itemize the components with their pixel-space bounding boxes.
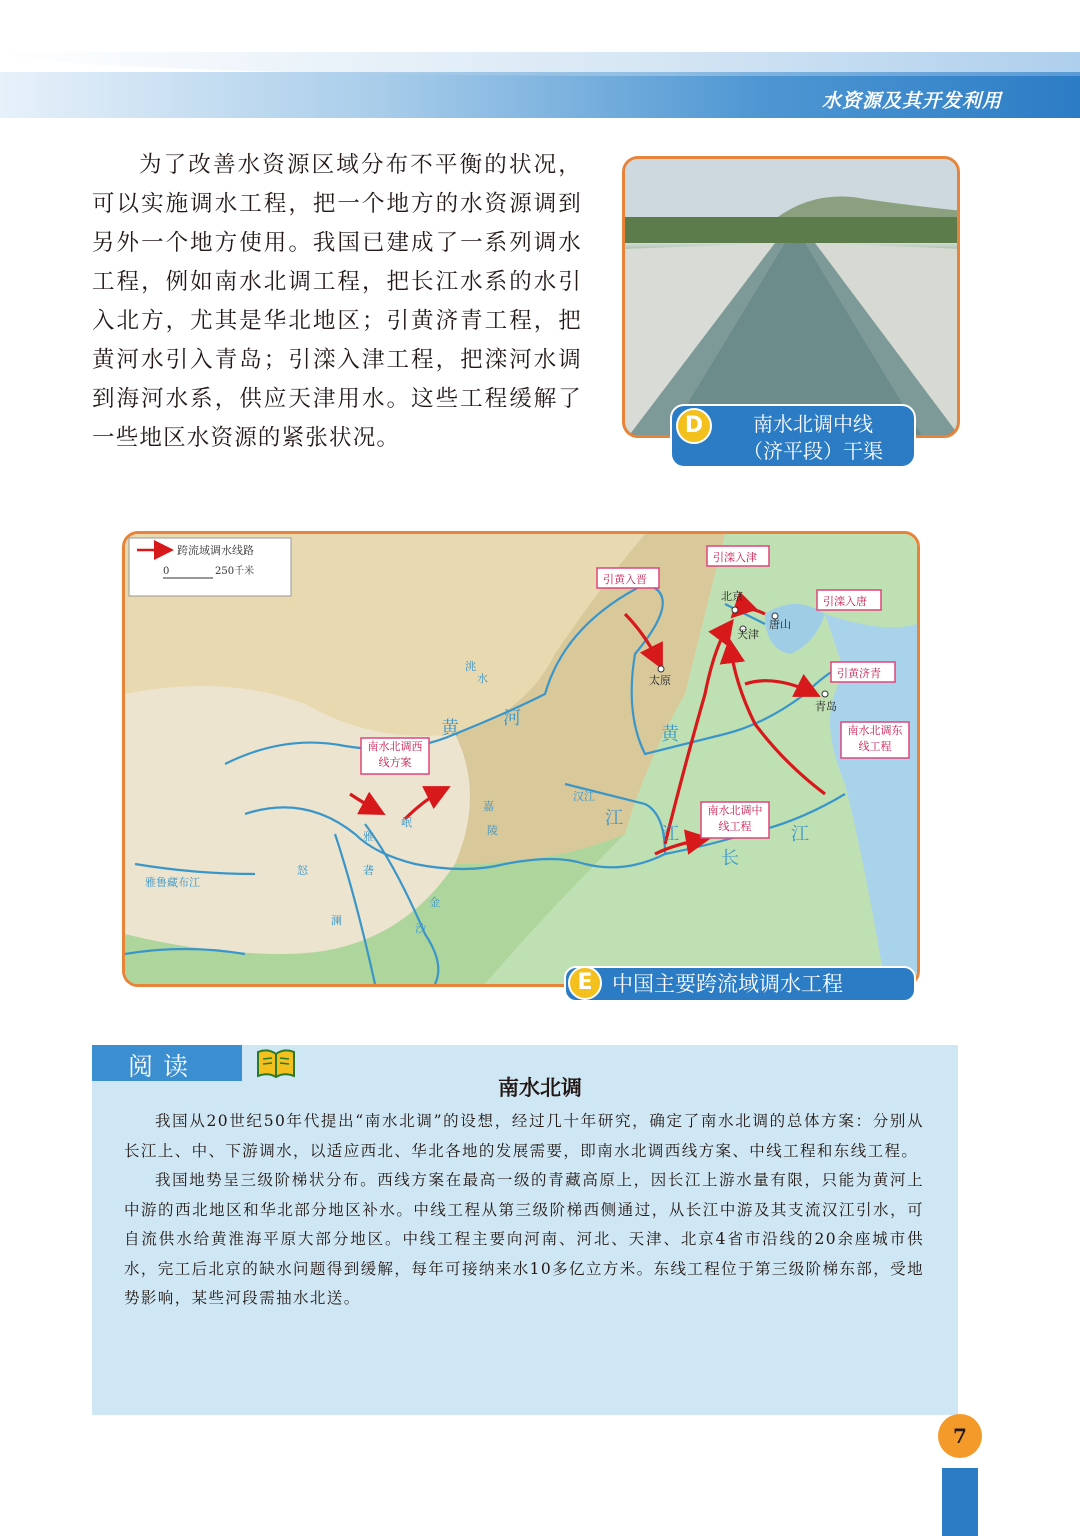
river-huang-1: 黄 (441, 718, 459, 739)
city-tangshan: 唐山 (769, 618, 791, 631)
river-min: 岷 (401, 816, 412, 829)
callout-yinhuang-jiqing: 引黄济青 (837, 667, 881, 680)
reading-tab-label: 阅读 (128, 1052, 199, 1081)
river-lan: 澜 (331, 914, 342, 927)
river-yalong: 雅 (363, 830, 374, 843)
city-qingdao: 青岛 (815, 700, 837, 713)
river-shui: 水 (477, 672, 488, 685)
chapter-title: 水资源及其开发利用 (821, 90, 1002, 112)
river-jia: 嘉 (483, 800, 494, 813)
figure-e-caption (564, 966, 916, 1002)
figure-e-caption-text: 中国主要跨流域调水工程 (612, 972, 843, 996)
figure-e-badge: E (568, 966, 602, 1000)
river-jinsha-sha: 沙 (415, 922, 426, 935)
body-paragraph-text: 为了改善水资源区域分布不平衡的状况，可以实施调水工程，把一个地方的水资源调到另外一个地方使用。我国已建成了一系列调水工程，例如南水北调工程，把长江水系的水引入北方，尤其是华北地区；引黄济青工程，把黄河水引入青岛；引滦入津工程，把滦河水调到海河水系，供应天津用水。这些工程缓解了一些地区水资源的紧张状况。 (92, 152, 582, 451)
city-tianjin: 天津 (737, 628, 759, 641)
river-jiang-2: 江 (661, 824, 679, 845)
callout-yinluan-rujin: 引滦入津 (713, 551, 757, 564)
river-he-1: 河 (503, 708, 521, 729)
figure-d-caption-line1: 南水北调中线 (753, 412, 873, 436)
callout-central-line: 南水北调中线工程 (707, 804, 763, 833)
river-hanjiang: 汉江 (573, 790, 595, 803)
figure-d-badge: D (676, 408, 712, 444)
river-chang: 长 (721, 848, 739, 869)
reading-text (124, 1107, 924, 1314)
figure-d-caption (670, 404, 916, 468)
water-transfer-map (122, 531, 920, 987)
river-yalong-long: 砻 (363, 864, 374, 877)
river-nu: 怒 (297, 864, 308, 877)
page-number-bar (942, 1468, 978, 1536)
reading-title: 南水北调 (498, 1076, 582, 1100)
city-beijing: 北京 (721, 590, 743, 603)
city-taiyuan: 太原 (649, 674, 671, 687)
figure-d-caption-line2: （济平段）干渠 (743, 439, 883, 463)
scale-zero: 0 (163, 566, 170, 577)
river-jinsha-jin: 金 (429, 896, 440, 909)
callout-west-plan: 南水北调西线方案 (367, 740, 423, 769)
river-jiang-3: 江 (791, 824, 809, 845)
reading-paragraph: 我国地势呈三级阶梯状分布。西线方案在最高一级的青藏高原上，因长江上游水量有限，只能为黄河上中游的西北地区和华北部分地区补水。中线工程从第三级阶梯西侧通过，从长江中游及其支流汉江引水，可自流供水给黄淮海平原大部分地区。中线工程主要向河南、河北、天津、北京4省市沿线的20余座城市供水，完工后北京的缺水问题得到缓解，每年可接纳来水10多亿立方米。东线工程位于第三级阶梯东部，受地势影响，某些河段需抽水北送。 (124, 1171, 924, 1307)
river-huang-2: 黄 (661, 724, 679, 745)
river-yalu: 雅鲁藏布江 (145, 876, 200, 889)
reading-paragraph: 我国从20世纪50年代提出“南水北调”的设想，经过几十年研究，确定了南水北调的总体方案：分别从长江上、中、下游调水，以适应西北、华北各地的发展需要，即南水北调西线方案、中线工程和东线工程。 (124, 1112, 924, 1160)
map-svg (125, 534, 917, 984)
callout-yinluan-rutang: 引滦入唐 (823, 595, 867, 608)
body-paragraph (92, 146, 582, 458)
river-tao: 洮 (465, 660, 476, 673)
page-number: 7 (938, 1414, 982, 1458)
scale-value: 250千米 (215, 566, 255, 577)
canal-photo (622, 156, 960, 438)
river-ling: 陵 (487, 824, 498, 837)
river-jiang-1: 江 (605, 808, 623, 829)
callout-east-line: 南水北调东线工程 (847, 724, 903, 753)
legend-route-label: 跨流域调水线路 (177, 544, 254, 557)
callout-yinhuang-rujin: 引黄入晋 (603, 573, 647, 586)
